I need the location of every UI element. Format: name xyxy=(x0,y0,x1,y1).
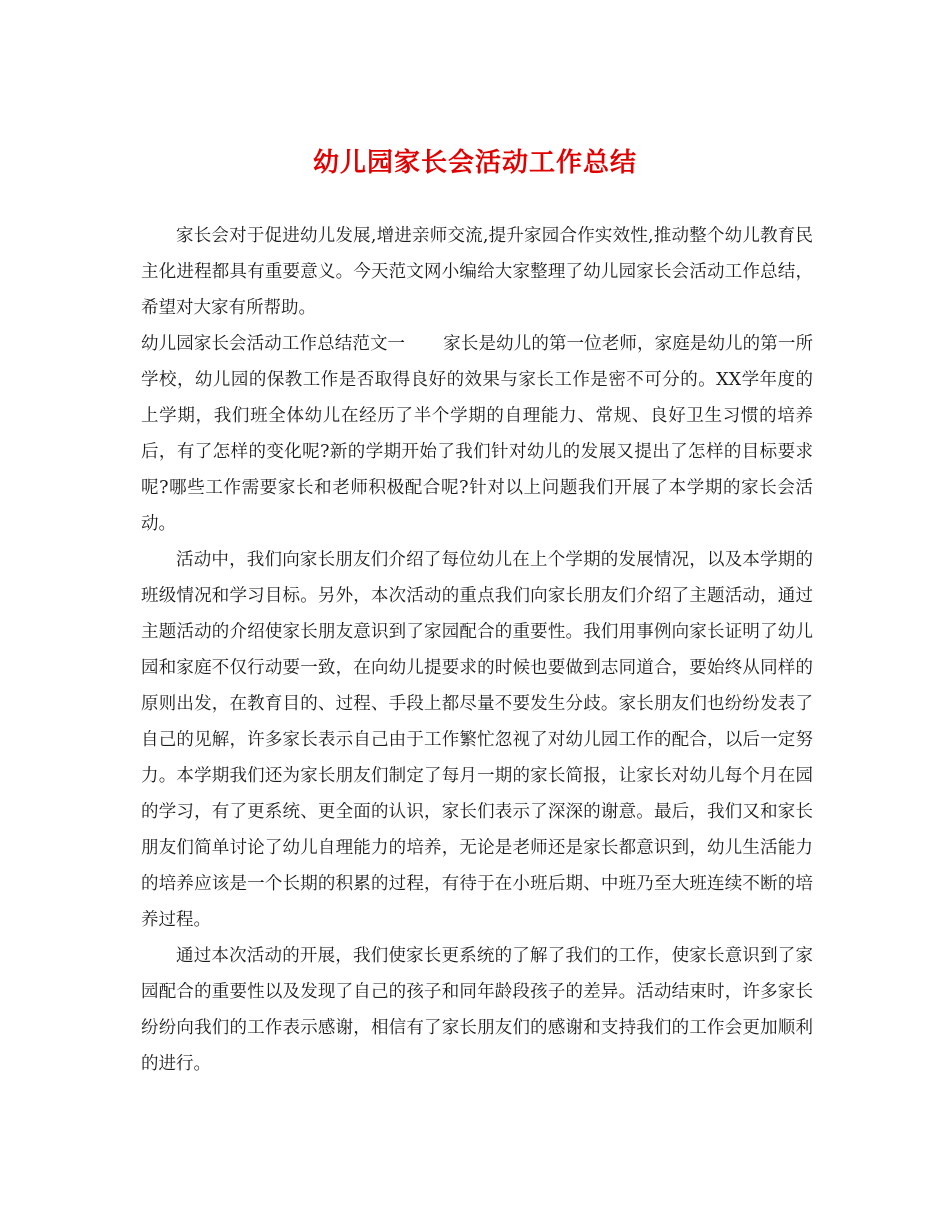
document-body xyxy=(141,218,813,1082)
section-heading: 幼儿园家长会活动工作总结范文一 xyxy=(141,334,406,354)
section-first-paragraph: 家长是幼儿的第一位老师，家庭是幼儿的第一所学校，幼儿园的保教工作是否取得良好的效果与家长工作是密不可分的。XX学年度的上学期，我们班全体幼儿在经历了半个学期的自理能力、常规、良好卫生习惯的培养后，有了怎样的变化呢?新的学期开始了我们针对幼儿的发展又提出了怎样的目标要求呢?哪些工作需要家长和老师积极配合呢?针对以上问题我们开展了本学期的家长会活动。 xyxy=(141,334,814,534)
body-paragraph-3: 通过本次活动的开展，我们使家长更系统的了解了我们的工作，使家长意识到了家园配合的重要性以及发现了自己的孩子和同年龄段孩子的差异。活动结束时，许多家长纷纷向我们的工作表示感谢，相信有了家长朋友们的感谢和支持我们的工作会更加顺利的进行。 xyxy=(141,946,813,1074)
section-paragraph xyxy=(141,326,813,542)
body-paragraph-2: 活动中，我们向家长朋友们介绍了每位幼儿在上个学期的发展情况，以及本学期的班级情况和学习目标。另外，本次活动的重点我们向家长朋友们介绍了主题活动，通过主题活动的介绍使家长朋友意识到了家园配合的重要性。我们用事例向家长证明了幼儿园和家庭不仅行动要一致，在向幼儿提要求的时候也要做到志同道合，要始终从同样的原则出发，在教育目的、过程、手段上都尽量不要发生分歧。家长朋友们也纷纷发表了自己的见解，许多家长表示自己由于工作繁忙忽视了对幼儿园工作的配合，以后一定努力。本学期我们还为家长朋友们制定了每月一期的家长简报，让家长对幼儿每个月在园的学习，有了更系统、更全面的认识，家长们表示了深深的谢意。最后，我们又和家长朋友们简单讨论了幼儿自理能力的培养，无论是老师还是家长都意识到，幼儿生活能力的培养应该是一个长期的积累的过程，有待于在小班后期、中班乃至大班连续不断的培养过程。 xyxy=(141,550,813,930)
document-title: 幼儿园家长会活动工作总结 xyxy=(312,148,637,178)
intro-paragraph: 家长会对于促进幼儿发展,增进亲师交流,提升家园合作实效性,推动整个幼儿教育民主化进程都具有重要意义。今天范文网小编给大家整理了幼儿园家长会活动工作总结，希望对大家有所帮助。 xyxy=(141,226,813,318)
